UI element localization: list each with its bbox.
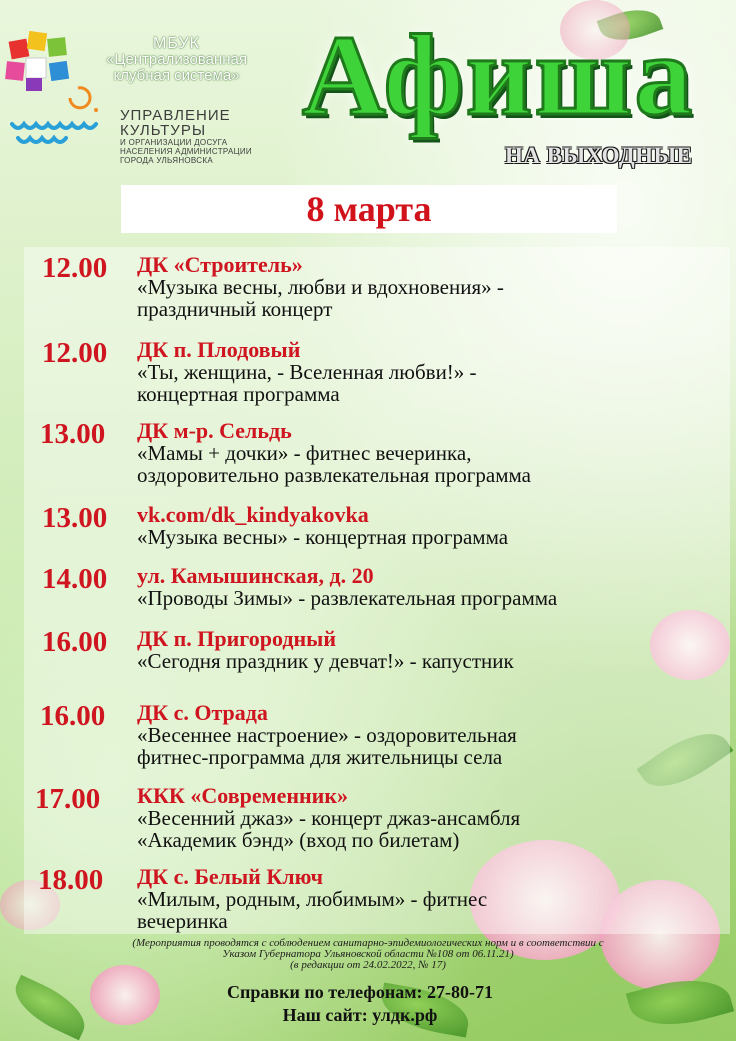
flower-decoration bbox=[90, 965, 160, 1025]
department-line: НАСЕЛЕНИЯ АДМИНИСТРАЦИИ bbox=[120, 147, 252, 156]
leaf-decoration bbox=[6, 975, 93, 1041]
mbuk-name bbox=[84, 36, 269, 84]
culture-department-name bbox=[120, 108, 252, 165]
event-description: фитнес-программа для жительницы села bbox=[137, 745, 503, 769]
department-line: УПРАВЛЕНИЕ bbox=[120, 107, 231, 124]
event-place: ДК п. Плодовый bbox=[137, 337, 301, 362]
note-line: Указом Губернатора Ульяновской области №108 от 06.11.21) bbox=[222, 948, 514, 960]
mbuk-line: «Централизованная bbox=[106, 51, 247, 68]
phone-info: Справки по телефонам: 27-80-71 bbox=[227, 982, 493, 1002]
department-line: И ОРГАНИЗАЦИИ ДОСУГА bbox=[120, 138, 228, 147]
event-description: праздничный концерт bbox=[137, 297, 333, 321]
event-description: «Музыка весны» - концертная программа bbox=[137, 525, 509, 549]
event-time: 14.00 bbox=[42, 563, 108, 595]
event-place: ККК «Современник» bbox=[137, 783, 349, 808]
event-time: 12.00 bbox=[42, 337, 108, 369]
website-info: Наш сайт: улдк.рф bbox=[282, 1005, 438, 1025]
event-place: ДК с. Отрада bbox=[137, 700, 268, 725]
event-time: 17.00 bbox=[35, 783, 101, 815]
event-description: оздоровительно развлекательная программа bbox=[137, 463, 531, 487]
event-description: «Весеннее настроение» - оздоровительная bbox=[137, 723, 517, 747]
event-time: 16.00 bbox=[42, 626, 108, 658]
event-place: ДК м-р. Сельдь bbox=[137, 418, 292, 443]
event-description: «Милым, родным, любимым» - фитнес bbox=[137, 887, 488, 911]
event-description: «Музыка весны, любви и вдохновения» - bbox=[137, 275, 504, 299]
event-place[interactable]: vk.com/dk_kindyakovka bbox=[137, 502, 369, 527]
event-time: 18.00 bbox=[38, 864, 104, 896]
event-description: вечеринка bbox=[137, 909, 228, 933]
event-time: 12.00 bbox=[42, 252, 108, 284]
event-description: концертная программа bbox=[137, 382, 340, 406]
event-description: «Ты, женщина, - Вселенная любви!» - bbox=[137, 360, 477, 384]
event-time: 16.00 bbox=[40, 700, 106, 732]
event-time: 13.00 bbox=[40, 418, 106, 450]
mbuk-line: клубная система» bbox=[113, 67, 240, 84]
page-title: Афиша bbox=[302, 12, 695, 140]
event-place: ДК с. Белый Ключ bbox=[137, 864, 324, 889]
department-line: КУЛЬТУРЫ bbox=[120, 122, 207, 139]
event-date: 8 марта bbox=[306, 189, 432, 229]
event-description: «Мамы + дочки» - фитнес вечеринка, bbox=[137, 441, 472, 465]
culture-department-logo-icon bbox=[10, 84, 106, 154]
mbuk-logo-icon bbox=[4, 30, 74, 92]
date-banner bbox=[121, 185, 617, 233]
department-line: ГОРОДА УЛЬЯНОВСКА bbox=[120, 156, 213, 165]
event-description: «Проводы Зимы» - развлекательная программа bbox=[137, 586, 558, 610]
event-description: «Весенний джаз» - концерт джаз-ансамбля bbox=[137, 806, 521, 830]
mbuk-line: МБУК bbox=[153, 35, 200, 52]
legal-note bbox=[40, 938, 696, 971]
page-subtitle: НА ВЫХОДНЫЕ bbox=[505, 143, 693, 168]
event-place: ДК «Строитель» bbox=[137, 252, 303, 277]
event-place: ДК п. Пригородный bbox=[137, 626, 336, 651]
note-line: (Мероприятия проводятся с соблюдением санитарно-эпидемиологических норм и в соответствии с bbox=[132, 937, 604, 949]
note-line: (в редакции от 24.02.2022, № 17) bbox=[290, 959, 446, 971]
event-description: «Сегодня праздник у девчат!» - капустник bbox=[137, 649, 514, 673]
event-time: 13.00 bbox=[42, 502, 108, 534]
event-place: ул. Камышинская, д. 20 bbox=[137, 563, 374, 588]
event-description: «Академик бэнд» (вход по билетам) bbox=[137, 828, 460, 852]
